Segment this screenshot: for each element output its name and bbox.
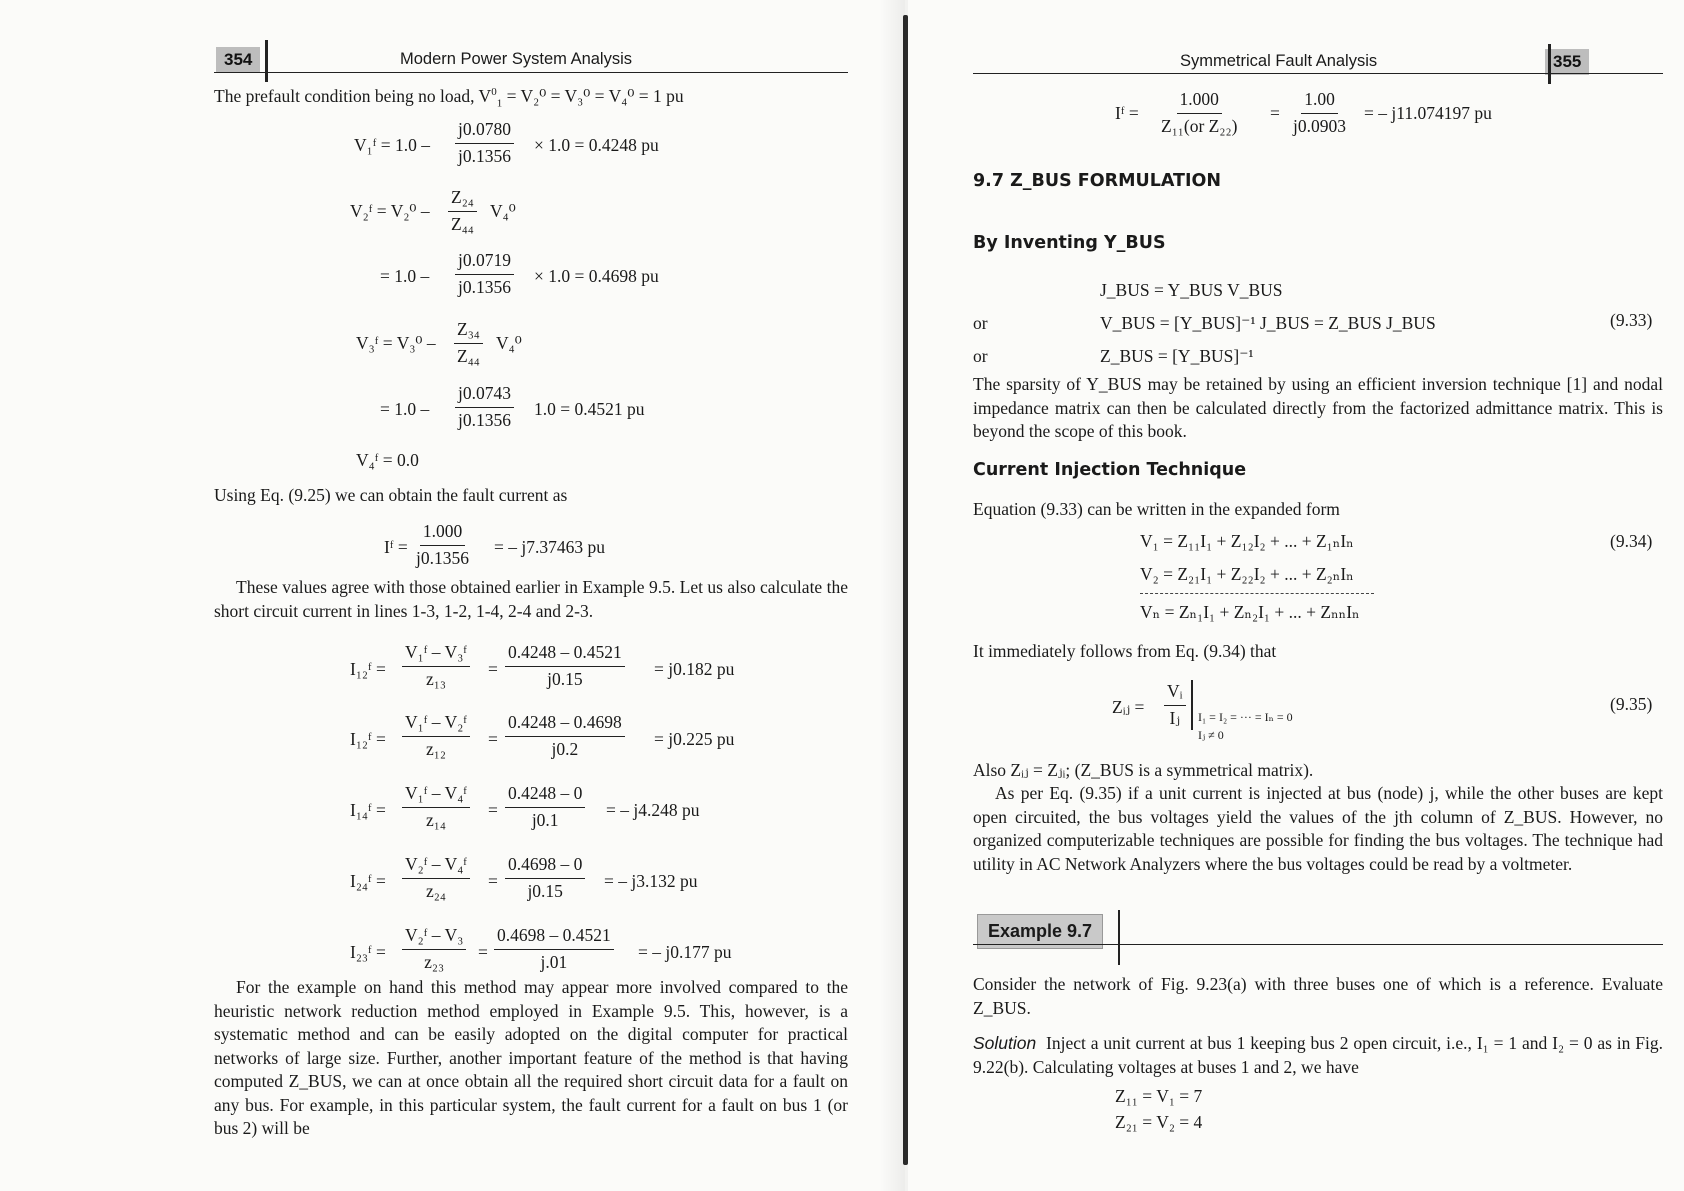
- c3-fraction-symbolic: $\frac{\text{V₁ᶠ – V₄ᶠ}}{\text{z₁₄}}$: [402, 783, 470, 832]
- eq5-lhs: = 1.0 –: [380, 399, 430, 419]
- eq-number-9-33: (9.33): [1610, 310, 1653, 330]
- eq-number-9-34: (9.34): [1610, 531, 1653, 551]
- c3-eq: =: [488, 800, 498, 820]
- c4-eq: =: [488, 871, 498, 891]
- c4-fraction-symbolic: $\frac{\text{V₂ᶠ – V₄ᶠ}}{\text{z₂₄}}$: [402, 854, 470, 903]
- example-9-7-label: Example 9.7: [977, 914, 1103, 949]
- eq4-fraction: $\frac{\text{Z₃₄}}{\text{Z₄₄}}$: [454, 319, 483, 368]
- page-number-right: 355: [1545, 49, 1589, 75]
- eq1-lhs: V₁ᶠ = 1.0 –: [354, 135, 431, 155]
- c2-lhs: I₁₂ᶠ =: [350, 729, 386, 749]
- if-lhs: Iᶠ =: [1115, 103, 1139, 123]
- running-head-right: Symmetrical Fault Analysis: [1180, 52, 1378, 70]
- matrix-row-2: V₂ = Z₂₁I₁ + Z₂₂I₂ + ... + Z₂ₙIₙ: [1140, 564, 1354, 584]
- matrix-row-n: Vₙ = Zₙ₁I₁ + Zₙ₂I₁ + ... + ZₙₙIₙ: [1140, 602, 1360, 622]
- eq-number-9-35: (9.35): [1610, 694, 1653, 714]
- example-bar: [1118, 910, 1120, 965]
- spine-shadow: [880, 0, 905, 1191]
- eq5-fraction: $\frac{j0.0743}{j0.1356}$: [455, 383, 514, 432]
- c3-rhs: = – j4.248 pu: [606, 800, 700, 820]
- if-eq: =: [1270, 103, 1280, 123]
- eq2-lhs: V₂ᶠ = V₂⁰ –: [350, 201, 430, 221]
- eq6: V₄ᶠ = 0.0: [356, 450, 419, 470]
- subheading-inverting-ybus: By Inventing Y_BUS: [973, 233, 1166, 253]
- eq7-fraction: $\frac{1.000}{j0.1356}$: [416, 521, 469, 568]
- running-head-left: Modern Power System Analysis: [400, 50, 633, 68]
- right-page: [908, 0, 1684, 1191]
- c2-rhs: = j0.225 pu: [654, 729, 735, 749]
- final-paragraph: For the example on hand this method may appear more involved compared to the heuristic network reduction method employed in Example 9.5. This, however, is a systematic method and can be easily adopted on the digital computer for practical networks of large size. Further, another important feature of the method is that having computed Z_BUS, we can at once obtain all the required short circuit data for a fault on any bus. For example, in this particular system, the fault current for a fault on bus 1 (or bus 2) will be: [214, 977, 848, 1138]
- header-mark-left: [265, 40, 268, 82]
- eq2-fraction: $\frac{\text{Z₂₄}}{\text{Z₄₄}}$: [448, 187, 477, 236]
- zij-lhs: Zᵢⱼ =: [1112, 697, 1145, 717]
- z11-line: Z₁₁ = V₁ = 7: [1115, 1086, 1203, 1106]
- matrix-row-1: V₁ = Z₁₁I₁ + Z₁₂I₂ + ... + Z₁ₙIₙ: [1140, 531, 1354, 551]
- eq7-lhs: Iᶠ =: [384, 537, 408, 557]
- c5-eq: =: [478, 942, 488, 962]
- c1-fraction-numeric: $\frac{0.4248 - 0.4521}{j0.15}$: [505, 642, 625, 691]
- c1-rhs: = j0.182 pu: [654, 659, 735, 679]
- ybus-eq3: Z_BUS = [Y_BUS]⁻¹: [1100, 346, 1254, 366]
- c2-eq: =: [488, 729, 498, 749]
- if-fraction-1: $\frac{1.000}{\text{Z₁₁(or Z₂₂)}}$: [1161, 89, 1238, 136]
- c5-lhs: I₂₃ᶠ =: [350, 942, 386, 962]
- follows-line: It immediately follows from Eq. (9.34) that: [973, 641, 1277, 661]
- c1-fraction-symbolic: $\frac{\text{V₁ᶠ – V₃ᶠ}}{\text{z₁₃}}$: [402, 642, 470, 691]
- eq1-rhs: × 1.0 = 0.4248 pu: [534, 135, 659, 155]
- using-eq-line: Using Eq. (9.25) we can obtain the fault current as: [214, 485, 568, 505]
- if-rhs: = – j11.074197 pu: [1364, 103, 1492, 123]
- zij-evaluation-bar: [1191, 680, 1193, 730]
- c4-fraction-numeric: $\frac{0.4698 - 0}{j0.15}$: [505, 854, 585, 903]
- zij-condition-2: Iⱼ ≠ 0: [1198, 728, 1224, 742]
- matrix-dashed-row: [1140, 593, 1374, 594]
- c4-lhs: I₂₄ᶠ =: [350, 871, 386, 891]
- c5-rhs: = – j0.177 pu: [638, 942, 732, 962]
- example-rule: [973, 944, 1663, 945]
- eq3-lhs: = 1.0 –: [380, 266, 430, 286]
- eq1-fraction: $\frac{j0.0780}{j0.1356}$: [455, 119, 514, 168]
- subheading-current-injection: Current Injection Technique: [973, 460, 1247, 480]
- or-2: or: [973, 346, 988, 366]
- solution-paragraph: Solution Inject a unit current at bus 1 keeping bus 2 open circuit, i.e., I₁ = 1 and I₂ = 0 as in Fig. 9.22(b). Calculating voltages at buses 1 and 2, we have: [973, 1033, 1663, 1077]
- ybus-eq2: V_BUS = [Y_BUS]⁻¹ J_BUS = Z_BUS J_BUS: [1100, 313, 1436, 333]
- eq3-rhs: × 1.0 = 0.4698 pu: [534, 266, 659, 286]
- c5-fraction-numeric: $\frac{0.4698 - 0.4521}{j.01}$: [494, 925, 614, 974]
- section-heading-9-7: 9.7 Z_BUS FORMULATION: [973, 171, 1222, 191]
- c4-rhs: = – j3.132 pu: [604, 871, 698, 891]
- sparsity-paragraph: The sparsity of Y_BUS may be retained by using an efficient inversion technique [1] and nodal impedance matrix can then be calculated directly from the factorized admittance matrix. This is beyond the scope of this book.: [973, 374, 1663, 441]
- eq3-fraction: $\frac{j0.0719}{j0.1356}$: [455, 250, 514, 299]
- solution-label: Solution: [973, 1033, 1037, 1053]
- c1-eq: =: [488, 659, 498, 679]
- page-number-left: 354: [216, 47, 260, 73]
- c3-fraction-numeric: $\frac{0.4248 - 0}{j0.1}$: [505, 783, 585, 832]
- as-per-paragraph: As per Eq. (9.35) if a unit current is injected at bus (node) j, while the other buses are kept open circuited, the bus voltages yield the values of the jth column of Z_BUS. However, no organized computerizable techniques are possible for finding the bus voltages. The technique had utility in AC Network Analyzers where the bus voltages could be read by a voltmeter.: [973, 783, 1663, 874]
- expanded-form-line: Equation (9.33) can be written in the expanded form: [973, 499, 1340, 519]
- c2-fraction-symbolic: $\frac{\text{V₁ᶠ – V₂ᶠ}}{\text{z₁₂}}$: [402, 712, 470, 761]
- eq5-rhs: 1.0 = 0.4521 pu: [534, 399, 645, 419]
- header-mark-right: [1548, 44, 1551, 84]
- header-rule-left: [214, 72, 848, 73]
- zij-fraction: $\frac{\text{Vᵢ}}{\text{Iⱼ}}$: [1164, 681, 1186, 730]
- zij-condition-1: I₁ = I₂ = ··· = Iₙ = 0: [1198, 710, 1293, 724]
- header-rule-right: [973, 73, 1663, 74]
- eq2-rhs: V₄⁰: [490, 201, 516, 221]
- eq4-lhs: V₃ᶠ = V₃⁰ –: [356, 333, 436, 353]
- agree-paragraph: These values agree with those obtained earlier in Example 9.5. Let us also calculate the short circuit current in lines 1-3, 1-2, 1-4, 2-4 and 2-3.: [214, 577, 848, 621]
- eq4-rhs: V₄⁰: [496, 333, 522, 353]
- c1-lhs: I₁₂ᶠ =: [350, 659, 386, 679]
- if-fraction-2: $\frac{1.00}{j0.0903}$: [1293, 89, 1346, 136]
- consider-paragraph: Consider the network of Fig. 9.23(a) with three buses one of which is a reference. Evaluate Z_BUS.: [973, 974, 1663, 1018]
- eq7-rhs: = – j7.37463 pu: [494, 537, 605, 557]
- symmetry-line: Also Zᵢⱼ = Zⱼᵢ; (Z_BUS is a symmetrical matrix).: [973, 760, 1314, 780]
- c2-fraction-numeric: $\frac{0.4248 - 0.4698}{j0.2}$: [505, 712, 625, 761]
- z21-line: Z₂₁ = V₂ = 4: [1115, 1112, 1203, 1132]
- c3-lhs: I₁₄ᶠ =: [350, 800, 386, 820]
- c5-fraction-symbolic: $\frac{\text{V₂ᶠ – V₃}}{\text{z₂₃}}$: [402, 925, 466, 974]
- ybus-eq1: J_BUS = Y_BUS V_BUS: [1100, 280, 1283, 300]
- or-1: or: [973, 313, 988, 333]
- prefault-line: The prefault condition being no load, $V^0_1 = V_2^0 = V_3^0 = V_4^0 = 1$ pu: [214, 86, 684, 110]
